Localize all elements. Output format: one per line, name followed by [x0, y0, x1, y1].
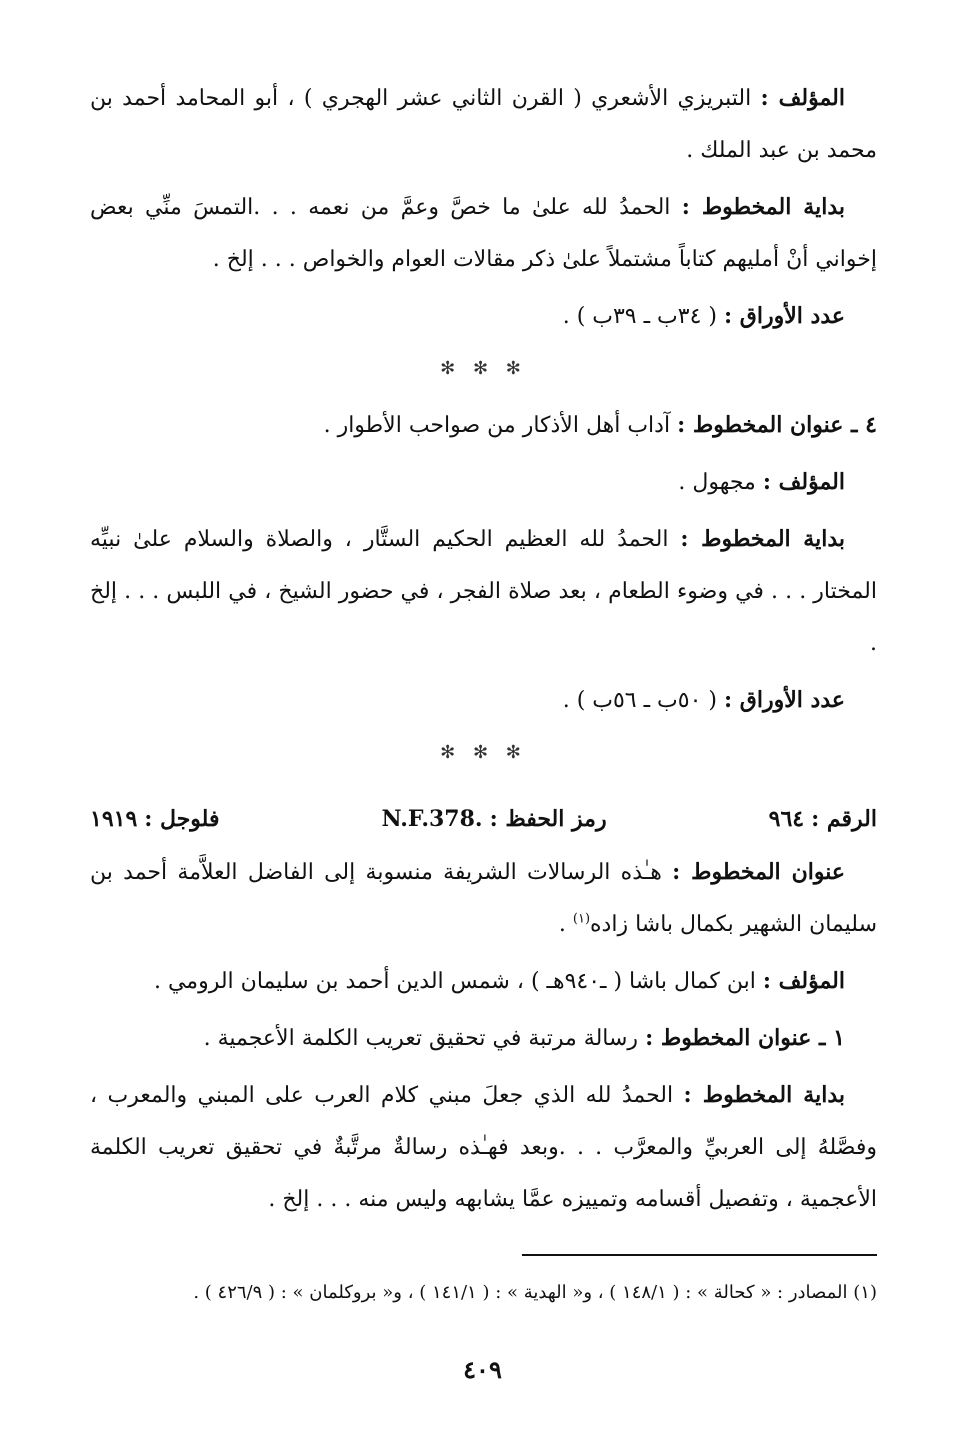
footnote-marker: (١) [853, 1282, 877, 1303]
flugel-label: فلوجل : [144, 806, 220, 832]
title-text: هـٰذه الرسالات الشريفة منسوبة إلى الفاضل العلاَّمة أحمد بن سليمان الشهير بكمال باشا زاده [90, 860, 877, 937]
incipit-text: الحمدُ لله علىٰ ما خصَّ وعمَّ من نعمه . . .التمسَ منِّي بعض إخواني أنْ أمليهم كتاباً مشتملاً علىٰ ذكر مقالات العوام والخواص . . . إلخ . [90, 195, 877, 272]
shelf-mark-value: N.F.378. [381, 806, 483, 832]
flugel-number [90, 793, 219, 846]
subtitle-entry [90, 1012, 877, 1065]
folios-entry [90, 674, 877, 727]
incipit-label: بداية المخطوط : [681, 194, 845, 220]
flugel-value: ١٩١٩ [90, 806, 138, 832]
record-number-value: ٩٦٤ [768, 806, 805, 832]
record-number [769, 793, 877, 846]
folios-text: ( ٥٠ب ـ ٥٦ب ) . [562, 688, 717, 713]
title-label: ٤ ـ عنوان المخطوط : [677, 412, 877, 438]
author-label: المؤلف : [762, 469, 845, 495]
title-end: . [558, 912, 573, 937]
incipit-label: بداية المخطوط : [683, 1082, 846, 1108]
incipit-label: بداية المخطوط : [680, 526, 846, 552]
section-separator: ✻ ✻ ✻ [440, 742, 527, 763]
author-label: المؤلف : [760, 85, 846, 111]
author-entry [90, 72, 877, 177]
incipit-entry [90, 513, 877, 670]
footnote-text: المصادر : « كحالة » : ( ١٤٨/١ ) ، و« الهدية » : ( ١٤١/١ ) ، و« بروكلمان » : ( ٤٢٦/٩ ) . [193, 1282, 848, 1303]
incipit-text: الحمدُ لله الذي جعلَ مبني كلام العرب على المبني والمعرب ، وفصَّلهُ إلى العربيِّ والمعرَّب . . .وبعد فهـٰذه رسالةٌ مرتَّبةٌ في تحقيق تعريب الكلمة الأعجمية ، وتفصيل أقسامه وتمييزه عمَّا يشابهه وليس منه . . . إلخ . [90, 1083, 877, 1212]
record-header [90, 793, 877, 846]
author-text: التبريزي الأشعري ( القرن الثاني عشر الهجري ) ، أبو المحامد أحمد بن محمد بن عبد الملك . [90, 86, 877, 163]
record-number-label: الرقم : [811, 806, 877, 832]
author-entry [90, 955, 877, 1008]
incipit-entry [90, 181, 877, 286]
footnote [90, 1276, 877, 1310]
footnote-divider [522, 1254, 877, 1256]
title-label: عنوان المخطوط : [672, 859, 845, 885]
subtitle-label: ١ ـ عنوان المخطوط : [645, 1025, 845, 1051]
shelf-mark-label: رمز الحفظ : [489, 806, 607, 832]
folios-label: عدد الأوراق : [724, 687, 845, 713]
author-label: المؤلف : [762, 968, 845, 994]
title-entry [90, 846, 877, 951]
incipit-entry [90, 1069, 877, 1226]
title-text: آداب أهل الأذكار من صواحب الأطوار . [323, 413, 671, 438]
author-text: مجهول . [678, 470, 756, 495]
page-number: ٤٠٩ [463, 1355, 502, 1384]
title-entry [90, 399, 877, 452]
author-entry [90, 456, 877, 509]
shelf-mark [382, 793, 607, 846]
folios-label: عدد الأوراق : [724, 303, 845, 329]
folios-text: ( ٣٤ب ـ ٣٩ب ) . [562, 304, 717, 329]
subtitle-text: رسالة مرتبة في تحقيق تعريب الكلمة الأعجمية . [203, 1026, 639, 1051]
incipit-text: الحمدُ لله العظيم الحكيم الستَّار ، والصلاة والسلام علىٰ نبيِّه المختار . . . في وضوء الطعام ، بعد صلاة الفجر ، في حضور الشيخ ، في اللبس . . . إلخ . [90, 527, 877, 656]
footnote-reference: (١) [572, 911, 591, 927]
section-separator: ✻ ✻ ✻ [440, 358, 527, 379]
folios-entry [90, 290, 877, 343]
author-text: ابن كمال باشا ( ـ٩٤٠هـ ) ، شمس الدين أحمد بن سليمان الرومي . [153, 969, 756, 994]
